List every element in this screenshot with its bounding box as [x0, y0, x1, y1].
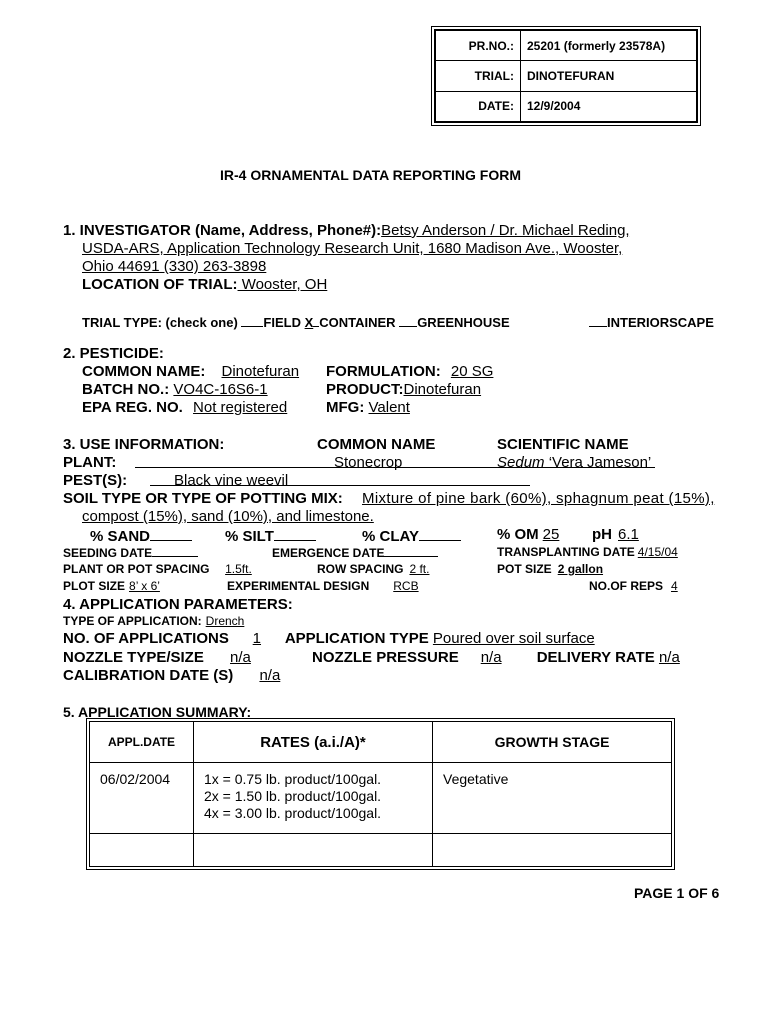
header-row-date [436, 91, 697, 121]
soil-label: SOIL TYPE OR TYPE OF POTTING MIX: [63, 490, 343, 507]
sand-field [90, 526, 192, 545]
nozzle-value: n/a [230, 649, 251, 666]
mfg-row [326, 399, 410, 416]
location-row [82, 276, 327, 293]
app-type-field [63, 614, 656, 628]
row-spacing-label: ROW SPACING [317, 562, 404, 576]
pot-size-label: POT SIZE [497, 562, 552, 576]
formulation-row [326, 363, 493, 380]
ph-field [592, 526, 639, 543]
date-value: 12/9/2004 [521, 91, 697, 121]
trial-type-interiorscape-row [589, 312, 714, 330]
rate-1x: 1x = 0.75 lb. product/100gal. [204, 771, 382, 787]
pot-size-value: 2 gallon [557, 562, 604, 576]
plant-sci-genus: Sedum [497, 454, 545, 471]
summary-label: 5. APPLICATION SUMMARY: [63, 704, 252, 720]
trial-type-label: TRIAL TYPE: (check one) [82, 315, 242, 330]
application-summary-table [89, 721, 672, 867]
investigator-label: 1. INVESTIGATOR (Name, Address, Phone#): [63, 222, 382, 239]
calibration-label: CALIBRATION DATE (S) [63, 667, 234, 684]
ph-value: 6.1 [618, 526, 639, 543]
date-label: DATE: [436, 91, 521, 121]
num-apps-row [63, 630, 595, 647]
trial-label: TRIAL: [436, 61, 521, 91]
design-value: RCB [393, 579, 419, 593]
prno-value: 25201 (formerly 23578A) [521, 31, 697, 61]
batch-label: BATCH NO.: [82, 381, 170, 398]
plant-sci-cultivar: ‘Vera Jameson’ [544, 454, 652, 471]
batch-row [82, 381, 313, 398]
ph-label: pH [592, 526, 612, 543]
plot-size-field [63, 579, 211, 593]
app-method-label: APPLICATION TYPE [284, 630, 429, 647]
location-value: Wooster, OH [237, 276, 328, 293]
investigator-row [63, 222, 630, 239]
common-name-row [82, 363, 299, 380]
header-box [434, 29, 698, 123]
app-method-value: Poured over soil surface [432, 630, 595, 647]
plant-label: PLANT: [63, 454, 117, 471]
trial-type-interiorscape: INTERIORSCAPE [607, 315, 714, 330]
investigator-line1: Betsy Anderson / Dr. Michael Reding, [381, 222, 630, 239]
common-name-value: Dinotefuran [221, 363, 300, 380]
summary-header-row [90, 722, 672, 763]
summary-data-row [90, 763, 672, 834]
product-value: Dinotefuran [403, 381, 482, 398]
product-label: PRODUCT: [326, 381, 404, 398]
silt-field [225, 526, 316, 545]
spacing-value: 1.5ft. [225, 562, 252, 576]
om-field [497, 526, 591, 543]
transplant-value: 4/15/04 [637, 545, 678, 559]
trial-value: DINOTEFURAN [521, 61, 697, 91]
seeding-label: SEEDING DATE [63, 546, 153, 560]
epa-label: EPA REG. NO. [82, 399, 183, 416]
batch-value: VO4C-16S6-1 [173, 381, 268, 398]
plot-size-value: 8’ x 6’ [129, 579, 160, 593]
row-spacing-field [317, 562, 487, 576]
num-apps-value: 1 [252, 630, 262, 647]
clay-label: % CLAY [362, 528, 419, 545]
plant-common: Stonecrop [334, 454, 403, 471]
trial-type-field: FIELD [263, 315, 305, 330]
pressure-label: NOZZLE PRESSURE [312, 649, 459, 666]
soil-row [63, 490, 725, 507]
pest-label: PEST(S): [63, 472, 128, 489]
design-field [227, 579, 573, 593]
reps-value: 4 [671, 579, 678, 593]
calibration-value: n/a [259, 667, 281, 684]
empty-cell [433, 834, 672, 867]
trial-type-row [82, 312, 510, 330]
nozzle-label: NOZZLE TYPE/SIZE [63, 649, 204, 666]
spacing-field [63, 562, 267, 576]
reps-field [589, 579, 678, 593]
prno-label: PR.NO.: [436, 31, 521, 61]
delivery-value: n/a [658, 649, 680, 666]
location-label: LOCATION OF TRIAL: [82, 276, 238, 293]
epa-value: Not registered [193, 399, 288, 416]
cell-growth-stage: Vegetative [433, 763, 672, 834]
empty-cell [90, 834, 194, 867]
use-info-label: 3. USE INFORMATION: [63, 436, 225, 453]
design-label: EXPERIMENTAL DESIGN [227, 579, 370, 593]
formulation-label: FORMULATION: [326, 363, 441, 380]
trial-type-container: CONTAINER [319, 315, 400, 330]
emergence-field [272, 545, 438, 560]
om-value: 25 [542, 526, 560, 543]
pesticide-label: 2. PESTICIDE: [63, 345, 164, 362]
col-appl-date: APPL.DATE [90, 722, 194, 763]
rate-4x: 4x = 3.00 lb. product/100gal. [204, 805, 382, 821]
plot-size-label: PLOT SIZE [63, 579, 126, 593]
rate-2x: 2x = 1.50 lb. product/100gal. [204, 788, 382, 804]
num-apps-label: NO. OF APPLICATIONS [63, 630, 229, 647]
col-rates: RATES (a.i./A)* [194, 722, 433, 763]
summary-empty-row [90, 834, 672, 867]
epa-row [82, 399, 317, 416]
header-row-trial [436, 61, 697, 91]
investigator-line2: USDA-ARS, Application Technology Research Unit, 1680 Madison Ave., Wooster, [82, 240, 623, 257]
soil-line1: Mixture of pine bark (60%), sphagnum peat (15%), [362, 490, 715, 507]
app-type-value: Drench [205, 614, 245, 628]
header-row-prno [436, 31, 697, 61]
pot-size-field [497, 562, 603, 576]
spacing-label: PLANT OR POT SPACING [63, 562, 210, 576]
cell-rates [194, 763, 433, 834]
cell-appl-date: 06/02/2004 [90, 763, 194, 834]
common-name-label: COMMON NAME: [82, 363, 206, 380]
mfg-value: Valent [368, 399, 410, 416]
app-type-label: TYPE OF APPLICATION: [63, 614, 202, 628]
calibration-row [63, 667, 701, 684]
pressure-value: n/a [480, 649, 502, 666]
soil-line2: compost (15%), sand (10%), and limestone. [82, 508, 374, 525]
pest-value: Black vine weevil [174, 472, 289, 489]
formulation-value: 20 SG [450, 363, 494, 380]
trial-type-mark: X [304, 315, 314, 330]
emergence-label: EMERGENCE DATE [272, 546, 385, 560]
col-common-name: COMMON NAME [317, 436, 436, 453]
col-scientific-name: SCIENTIFIC NAME [497, 436, 629, 453]
mfg-label: MFG: [326, 399, 365, 416]
clay-field [362, 526, 461, 545]
nozzle-row [63, 649, 680, 666]
col-growth-stage: GROWTH STAGE [433, 722, 672, 763]
silt-label: % SILT [225, 528, 274, 545]
page-number: PAGE 1 OF 6 [634, 885, 720, 901]
seeding-field [63, 545, 198, 560]
row-spacing-value: 2 ft. [409, 562, 430, 576]
app-params-label: 4. APPLICATION PARAMETERS: [63, 596, 293, 613]
reps-label: NO.OF REPS [589, 579, 664, 593]
investigator-line3: Ohio 44691 (330) 263-3898 [82, 258, 267, 275]
empty-cell [194, 834, 433, 867]
plant-scientific [497, 454, 651, 471]
delivery-label: DELIVERY RATE [536, 649, 655, 666]
form-title: IR-4 ORNAMENTAL DATA REPORTING FORM [220, 167, 521, 183]
transplant-field [497, 545, 678, 559]
transplant-label: TRANSPLANTING DATE [497, 545, 635, 559]
trial-type-greenhouse: GREENHOUSE [417, 315, 510, 330]
sand-label: % SAND [90, 528, 151, 545]
product-row [326, 381, 481, 398]
om-label: % OM [497, 526, 539, 543]
